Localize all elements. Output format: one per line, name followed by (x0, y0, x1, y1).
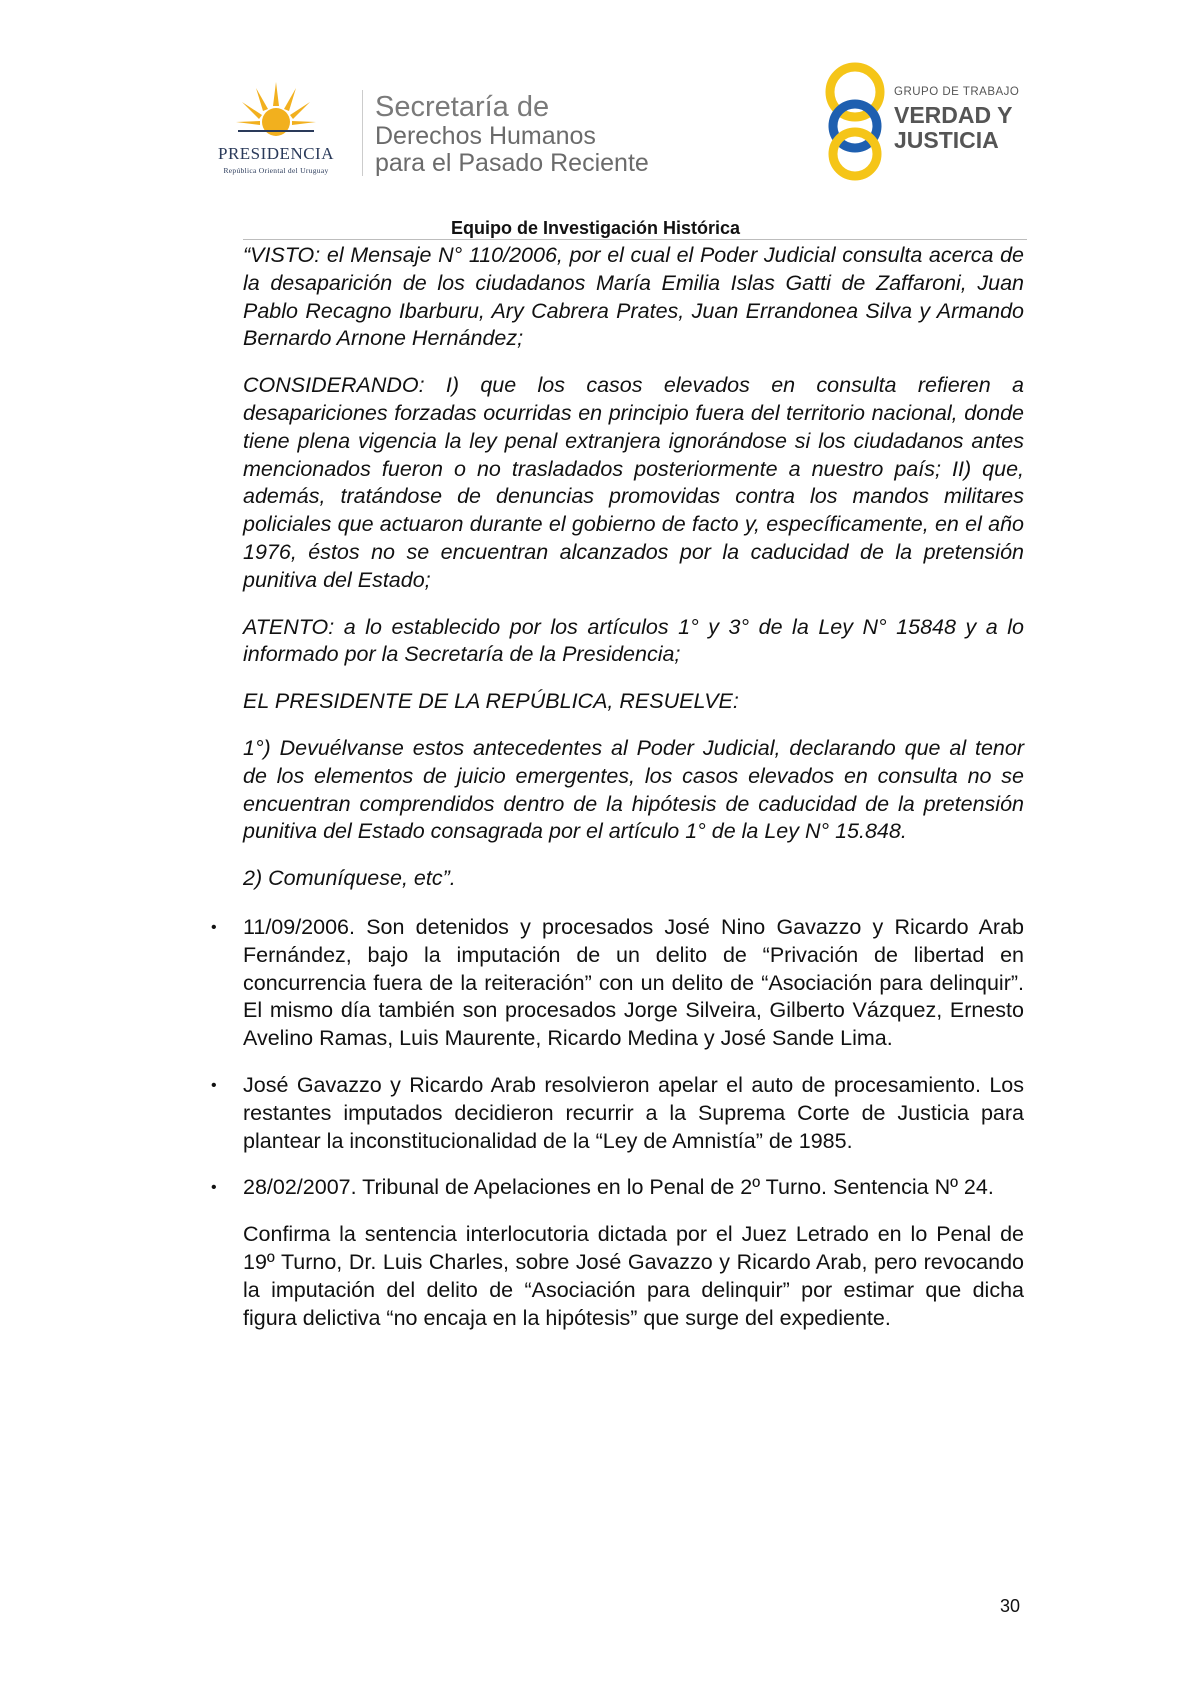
bullet-icon: • (211, 1076, 217, 1094)
secretaria-line-1: Secretaría de (375, 91, 550, 123)
list-item-text: 11/09/2006. Son detenidos y procesados José Nino Gavazzo y Ricardo Arab Fernández, bajo la imputación de un delito de “Privación de libertad en concurrencia fuera de la reiteración” con un delito de “Asociación para delinquir”. El mismo día también son procesados Jorge Silveira, Gilberto Vázquez, Ernesto Avelino Ramas, Luis Maurente, Ricardo Medina y José Sande Lima. (243, 914, 1024, 1051)
header-rule (243, 239, 1027, 240)
secretaria-logo-text (375, 92, 649, 177)
secretaria-line-3: para el Pasado Reciente (375, 149, 649, 177)
list-item-text: 28/02/2007. Tribunal de Apelaciones en lo Penal de 2º Turno. Sentencia Nº 24. (243, 1175, 994, 1200)
quote-paragraph: EL PRESIDENTE DE LA REPÚBLICA, RESUELVE: (243, 689, 739, 714)
logo-divider (362, 90, 363, 176)
list-item (211, 914, 1024, 1053)
bullet-icon: • (211, 1179, 217, 1197)
event-list (211, 914, 1024, 1202)
resolution-quote (243, 242, 1024, 893)
quote-paragraph: “VISTO: el Mensaje N° 110/2006, por el cual el Poder Judicial consulta acerca de la desaparición de los ciudadanos María Emilia Islas Gatti de Zaffaroni, Juan Pablo Recagno Ibarburu, Ary Cabrera Prates, Juan Errandonea Silva y Armando Bernardo Arnone Hernández; (243, 243, 1024, 351)
page-header (0, 0, 1191, 260)
document-body (211, 242, 1024, 1332)
quote-paragraph: 2) Comuníquese, etc”. (243, 866, 456, 891)
rings-icon (822, 58, 888, 183)
quote-paragraph: ATENTO: a lo establecido por los artículos 1° y 3° de la Ley N° 15848 y a lo informado por la Secretaría de la Presidencia; (243, 614, 1024, 667)
quote-paragraph: 1°) Devuélvanse estos antecedentes al Poder Judicial, declarando que al tenor de los elementos de juicio emergentes, los casos elevados en consulta no se encuentran comprendidos dentro de la hipótesis de caducidad de la pretensión punitiva del Estado consagrada por el artículo 1° de la Ley N° 15.848. (243, 735, 1024, 844)
team-heading: Equipo de Investigación Histórica (450, 218, 741, 238)
list-item (211, 1174, 1024, 1202)
presidencia-subtitle: República Oriental del Uruguay (223, 166, 329, 175)
sun-icon (236, 80, 316, 138)
followup-paragraph: Confirma la sentencia interlocutoria dictada por el Juez Letrado en lo Penal de 19º Turno, Dr. Luis Charles, sobre José Gavazzo y Ricardo Arab, pero revocando la imputación del delito de “Asociación para delinquir” por estimar que dicha figura delictiva “no encaja en la hipótesis” que surge del expediente. (243, 1222, 1024, 1330)
presidencia-logo (196, 80, 356, 180)
secretaria-line-2: Derechos Humanos (375, 122, 596, 150)
verdad-label: VERDAD Y (894, 102, 1013, 128)
bullet-icon: • (211, 918, 217, 936)
list-item (211, 1072, 1024, 1155)
list-item-text: José Gavazzo y Ricardo Arab resolvieron apelar el auto de procesamiento. Los restantes imputados decidieron recurrir a la Suprema Corte de Justicia para plantear la inconstitucionalidad de la “Ley de Amnistía” de 1985. (243, 1072, 1024, 1153)
page-number: 30 (999, 1596, 1020, 1616)
grupo-trabajo-label: GRUPO DE TRABAJO (894, 86, 1020, 98)
quote-paragraph: CONSIDERANDO: I) que los casos elevados en consulta refieren a desapariciones forzadas ocurridas en principio fuera del territorio nacional, donde tiene plena vigencia la ley penal extranjera ignorándose si los ciudadanos antes mencionados fueron o no trasladados posteriormente a nuestro país; II) que, además, tratándose de denuncias promovidas contra los mandos militares policiales que actuaron durante el gobierno de facto y, específicamente, en el año 1976, éstos no se encuentran alcanzados por la caducidad de la pretensión punitiva del Estado; (243, 373, 1024, 592)
justicia-label: JUSTICIA (894, 127, 999, 153)
verdad-justicia-logo (822, 58, 1032, 183)
presidencia-name: PRESIDENCIA (217, 144, 334, 163)
